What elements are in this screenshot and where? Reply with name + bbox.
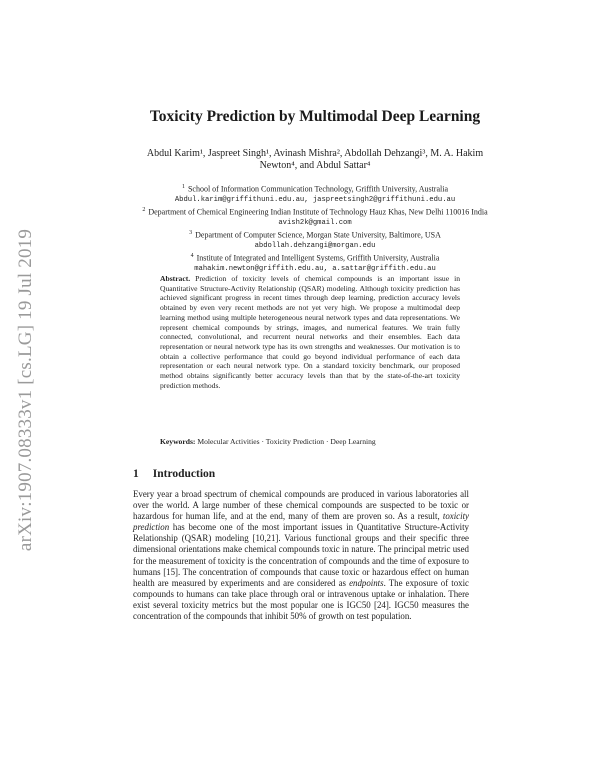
affiliation-text: Institute of Integrated and Intelligent Systems, Griffith University, Australia [196, 253, 440, 263]
affiliation-number: 4 [190, 252, 194, 259]
introduction-paragraph [133, 489, 469, 622]
abstract [160, 274, 460, 390]
keywords [160, 437, 460, 447]
arxiv-identifier-stamp [8, 170, 44, 610]
affiliation-emails: avish2k@gmail.com [278, 219, 352, 228]
affiliation-emails: mahakim.newton@griffith.edu.au, a.sattar@griffith.edu.au [194, 264, 436, 273]
affiliation-1 [140, 183, 490, 206]
abstract-text: Prediction of toxicity levels of chemical compounds is an important issue in Quantitative Structure-Activity Relationship (QSAR) modeling. Although toxicity prediction has achieved significant progress in recent times through deep learning, prediction accuracy levels obtained by even very recent methods are not yet very high. We propose a multimodal deep learning method using multiple heterogeneous neural network types and data representations. We represent chemical compounds by strings, images, and numerical features. We train fully connected, convolutional, and recurrent neural networks and their ensembles. Each data representation or neural network type has its own strengths and weaknesses. Our motivation is to obtain a collective performance that could go beyond individual performance of each data representation or each neural network type. On a standard toxicity benchmark, our proposed method obtains significantly better accuracy levels than that by the state-of-the-art toxicity prediction methods. [160, 274, 460, 390]
author-list: Abdul Karim¹, Jaspreet Singh¹, Avinash Mishra², Abdollah Dehzangi³, M. A. Hakim Newton⁴, and Abdul Sattar⁴ [146, 148, 484, 171]
section-heading [133, 468, 215, 480]
affiliation-number: 1 [181, 184, 185, 190]
affiliation-3 [140, 229, 490, 252]
abstract-label: Abstract. [160, 274, 191, 283]
section-title: Introduction [152, 468, 216, 480]
keywords-text: Molecular Activities · Toxicity Prediction · Deep Learning [197, 437, 376, 446]
intro-text-part-3: . The exposure of toxic compounds to humans can take place through oral or intravenous uptake or inhalation. There exist several toxicity metrics but the most popular one is IGC50 [24]. IGC50 measures the concentration of the compounds that inhibit 50% of growth on test population. [133, 577, 469, 622]
affiliation-text: Department of Chemical Engineering Indian Institute of Technology Hauz Khas, New Delhi 110016 India [148, 207, 488, 217]
affiliation-emails: Abdul.karim@griffithuni.edu.au, jaspreetsingh2@griffithuni.edu.au [174, 196, 456, 205]
affiliation-4 [140, 252, 490, 275]
intro-emphasis-toxicity-prediction: toxicity prediction [133, 511, 469, 533]
affiliation-emails: abdollah.dehzangi@morgan.edu [254, 241, 376, 250]
affiliation-number: 2 [142, 206, 146, 213]
keywords-label: Keywords: [160, 437, 196, 446]
paper-title: Toxicity Prediction by Multimodal Deep Learning [149, 108, 481, 125]
intro-emphasis-endpoints: endpoints [349, 577, 384, 588]
intro-text-part-1: Every year a broad spectrum of chemical compounds are produced in various laboratories all over the world. A large number of these chemical compounds are suspected to be toxic or hazardous for human life, and at the end, many of them are proven so. As a result, [133, 489, 469, 522]
affiliation-text: Department of Computer Science, Morgan State University, Baltimore, USA [195, 230, 441, 240]
arxiv-identifier-text: arXiv:1907.08333v1 [cs.LG] 19 Jul 2019 [15, 228, 36, 552]
affiliation-2 [140, 206, 490, 229]
affiliation-text: School of Information Communication Technology, Griffith University, Australia [187, 184, 449, 194]
section-number: 1 [133, 468, 139, 480]
affiliation-number: 3 [189, 229, 193, 236]
intro-text-part-2: has become one of the most important issues in Quantitative Structure-Activity Relationship (QSAR) modeling [10,21]. Various functional groups and their specific three dimensional orientations make chemical compounds toxic in nature. The principal metric used for the measurement of toxicity is the concentration of compounds and the time of exposure to humans [15]. The concentration of compounds that cause toxic or hazardous effect on human health are measured by experiments and are considered as [133, 522, 469, 588]
affiliations [140, 183, 490, 274]
